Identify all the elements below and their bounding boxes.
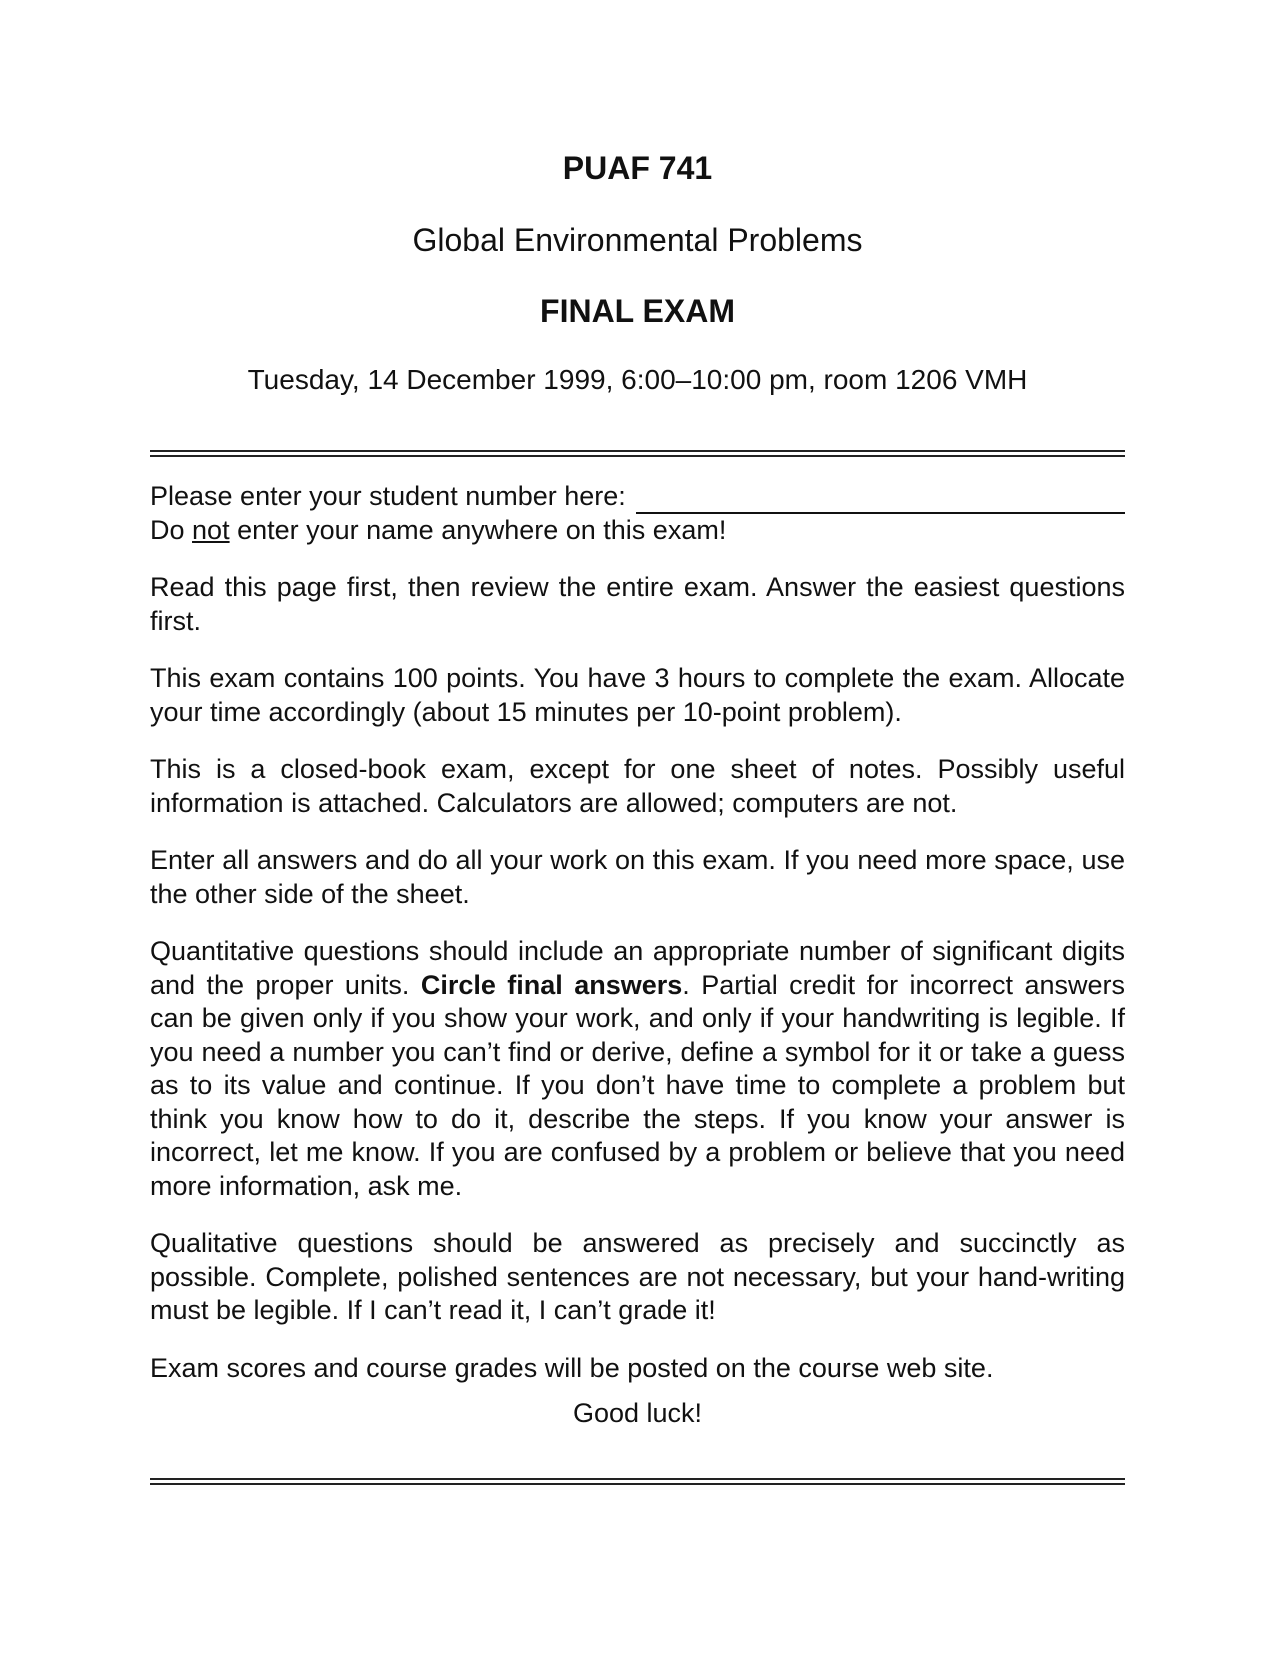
quantitative-prefix: Quantitative questions should include an appropriate number of significant digits and the proper units. (150, 936, 1125, 1000)
exam-dateline: Tuesday, 14 December 1999, 6:00–10:00 pm, room 1206 VMH (247, 364, 1028, 395)
no-name-warning (150, 514, 1125, 548)
warning-emphasis: not (192, 514, 230, 545)
instruction-review: Read this page first, then review the entire exam. Answer the easiest questions first. (150, 572, 1125, 636)
course-title: Global Environmental Problems (412, 222, 863, 258)
instruction-points: This exam contains 100 points. You have 3 hours to complete the exam. Allocate your time accordingly (about 15 minutes per 10-point problem). (150, 663, 1125, 727)
exam-title: FINAL EXAM (540, 293, 735, 329)
good-luck: Good luck! (572, 1398, 703, 1428)
instruction-quantitative (150, 935, 1125, 1203)
instructions-body (150, 480, 1125, 1455)
student-number-blank[interactable] (636, 486, 1125, 514)
student-number-prompt: Please enter your student number here: (150, 481, 626, 511)
instruction-grades: Exam scores and course grades will be posted on the course web site. (150, 1352, 994, 1383)
warning-suffix: enter your name anywhere on this exam! (229, 514, 727, 545)
top-double-rule (150, 450, 1125, 457)
warning-prefix: Do (150, 514, 193, 545)
instruction-qualitative: Qualitative questions should be answered as precisely and succinctly as possible. Complete, polished sentences are not necessary, but your hand-writing must be legible. If I can’t read it, I can’t grade it! (150, 1228, 1125, 1325)
exam-page (150, 0, 1125, 1656)
student-number-line (150, 480, 1125, 514)
quantitative-suffix: . Partial credit for incorrect answers can be given only if you show your work, and only if your handwriting is legible. If you need a number you can’t find or derive, define a symbol for it or take a guess as to its value and continue. If you don’t have time to complete a problem but think you know how to do it, describe the steps. If you know your answer is incorrect, let me know. If you are confused by a problem or believe that you need more information, ask me. (150, 969, 1125, 1201)
instruction-closed-book: This is a closed-book exam, except for one sheet of notes. Possibly useful information is attached. Calculators are allowed; computers are not. (150, 754, 1125, 818)
circle-final-answers: Circle final answers (420, 969, 683, 1000)
instruction-work-space: Enter all answers and do all your work on this exam. If you need more space, use the other side of the sheet. (150, 845, 1125, 909)
course-code: PUAF 741 (562, 150, 713, 186)
bottom-double-rule (150, 1478, 1125, 1485)
